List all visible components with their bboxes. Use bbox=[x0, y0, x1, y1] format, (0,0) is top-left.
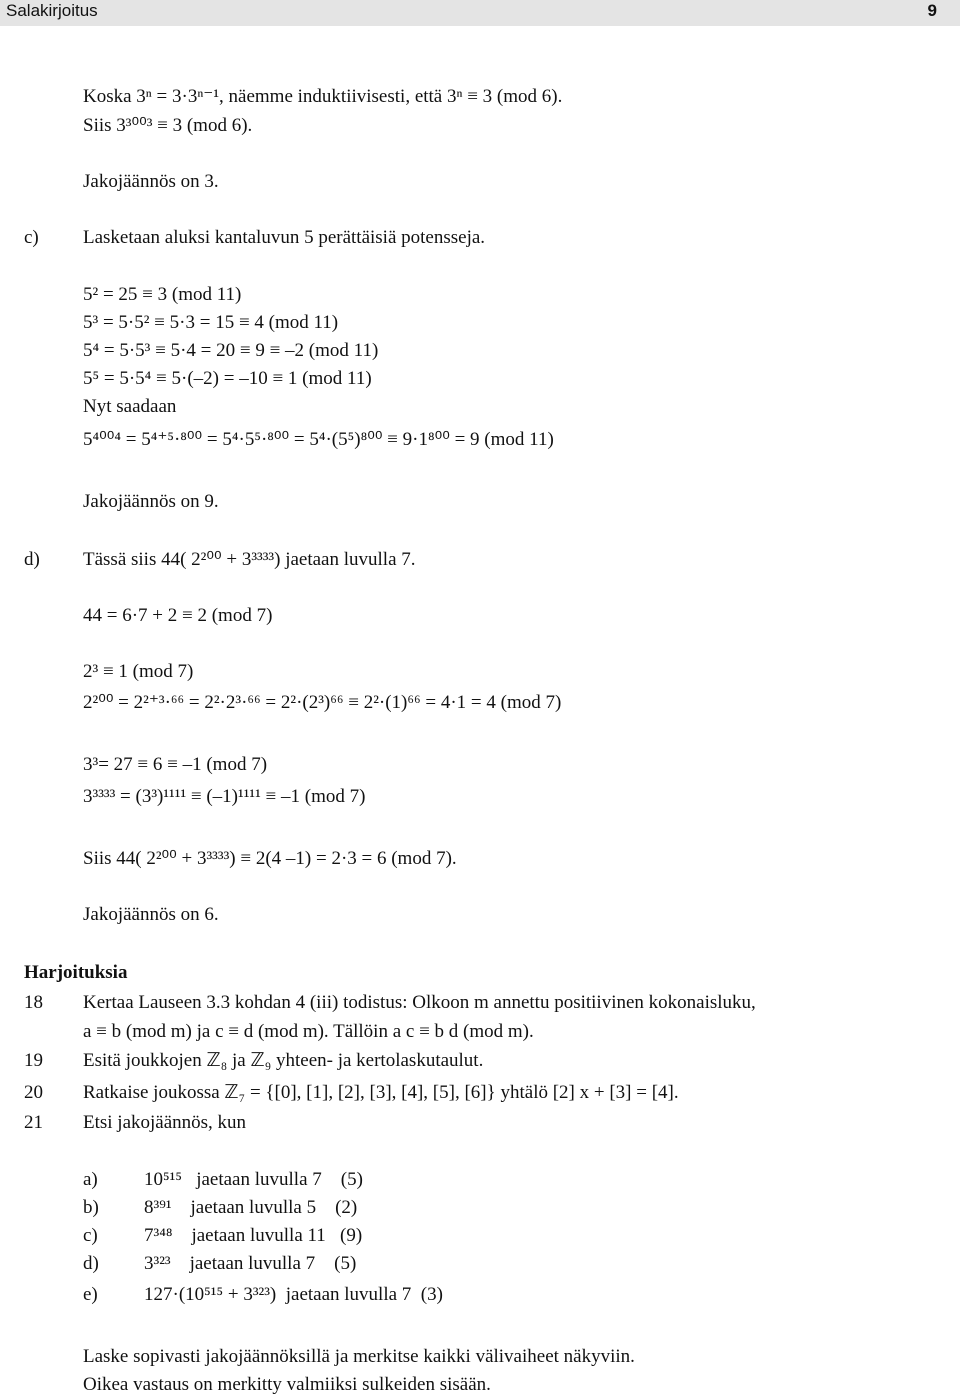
solution-line: 44 = 6·7 + 2 ≡ 2 (mod 7) bbox=[83, 605, 273, 626]
solution-line: 5² = 25 ≡ 3 (mod 11) bbox=[83, 284, 242, 305]
exercise-number: 19 bbox=[24, 1050, 43, 1071]
solution-line: Jakojäännös on 9. bbox=[83, 491, 219, 512]
instruction-line: Oikea vastaus on merkitty valmiiksi sulkeiden sisään. bbox=[83, 1374, 491, 1395]
solution-line: 3³= 27 ≡ 6 ≡ –1 (mod 7) bbox=[83, 754, 268, 775]
solution-line: Jakojäännös on 3. bbox=[83, 171, 219, 192]
subitem-text: 127·(10⁵¹⁵ + 3³²³) jaetaan luvulla 7 (3) bbox=[144, 1284, 443, 1305]
subitem-label: e) bbox=[83, 1284, 98, 1305]
section-heading: Harjoituksia bbox=[24, 962, 128, 983]
solution-line: 5⁵ = 5·5⁴ ≡ 5·(–2) = –10 ≡ 1 (mod 11) bbox=[83, 368, 372, 389]
subitem-label: c) bbox=[83, 1225, 98, 1246]
subitem-text: 8³⁹¹ jaetaan luvulla 5 (2) bbox=[144, 1197, 358, 1218]
page-number: 9 bbox=[927, 1, 937, 20]
solution-line: 5⁴ = 5·5³ ≡ 5·4 = 20 ≡ 9 ≡ –2 (mod 11) bbox=[83, 340, 379, 361]
subitem-text: 10⁵¹⁵ jaetaan luvulla 7 (5) bbox=[144, 1169, 363, 1190]
solution-line: Tässä siis 44( 2²⁰⁰ + 3³³³³) jaetaan luvulla 7. bbox=[83, 549, 416, 570]
instruction-line: Laske sopivasti jakojäännöksillä ja merkitse kaikki välivaiheet näkyviin. bbox=[83, 1346, 635, 1367]
exercise-text: Esitä joukkojen ℤ₈ ja ℤ₉ yhteen- ja kertolaskutaulut. bbox=[83, 1050, 484, 1071]
solution-line: Siis 3³⁰⁰³ ≡ 3 (mod 6). bbox=[83, 115, 253, 136]
exercise-text: Ratkaise joukossa ℤ₇ = {[0], [1], [2], [3], [4], [5], [6]} yhtälö [2] x + [3] = [4]. bbox=[83, 1082, 679, 1103]
solution-line: Koska 3ⁿ = 3·3ⁿ⁻¹, näemme induktiivisesti, että 3ⁿ ≡ 3 (mod 6). bbox=[83, 86, 563, 107]
part-label-d: d) bbox=[24, 549, 40, 570]
page-header bbox=[0, 0, 960, 26]
exercise-number: 20 bbox=[24, 1082, 43, 1103]
part-label-c: c) bbox=[24, 227, 39, 248]
exercise-text: Etsi jakojäännös, kun bbox=[83, 1112, 247, 1133]
exercise-number: 21 bbox=[24, 1112, 43, 1133]
solution-line: 2²⁰⁰ = 2²⁺³·⁶⁶ = 2²·2³·⁶⁶ = 2²·(2³)⁶⁶ ≡ 2²·(1)⁶⁶ = 4·1 = 4 (mod 7) bbox=[83, 692, 562, 713]
solution-line: 3³³³³ = (3³)¹¹¹¹ ≡ (–1)¹¹¹¹ ≡ –1 (mod 7) bbox=[83, 786, 366, 807]
solution-line: Lasketaan aluksi kantaluvun 5 perättäisiä potensseja. bbox=[83, 227, 486, 248]
solution-line: Jakojäännös on 6. bbox=[83, 904, 219, 925]
exercise-number: 18 bbox=[24, 992, 43, 1013]
subitem-label: a) bbox=[83, 1169, 98, 1190]
exercise-text: a ≡ b (mod m) ja c ≡ d (mod m). Tällöin a c ≡ b d (mod m). bbox=[83, 1021, 534, 1042]
solution-line: Siis 44( 2²⁰⁰ + 3³³³³) ≡ 2(4 –1) = 2·3 = 6 (mod 7). bbox=[83, 848, 457, 869]
subitem-text: 7³⁴⁸ jaetaan luvulla 11 (9) bbox=[144, 1225, 363, 1246]
subitem-label: d) bbox=[83, 1253, 99, 1274]
solution-line: 2³ ≡ 1 (mod 7) bbox=[83, 661, 194, 682]
document-title: Salakirjoitus bbox=[6, 1, 98, 20]
subitem-text: 3³²³ jaetaan luvulla 7 (5) bbox=[144, 1253, 357, 1274]
subitem-label: b) bbox=[83, 1197, 99, 1218]
exercise-text: Kertaa Lauseen 3.3 kohdan 4 (iii) todistus: Olkoon m annettu positiivinen kokonaisluku, bbox=[83, 992, 756, 1013]
solution-line: 5⁴⁰⁰⁴ = 5⁴⁺⁵·⁸⁰⁰ = 5⁴·5⁵·⁸⁰⁰ = 5⁴·(5⁵)⁸⁰⁰ ≡ 9·1⁸⁰⁰ = 9 (mod 11) bbox=[83, 429, 554, 450]
solution-line: Nyt saadaan bbox=[83, 396, 177, 417]
solution-line: 5³ = 5·5² ≡ 5·3 = 15 ≡ 4 (mod 11) bbox=[83, 312, 339, 333]
